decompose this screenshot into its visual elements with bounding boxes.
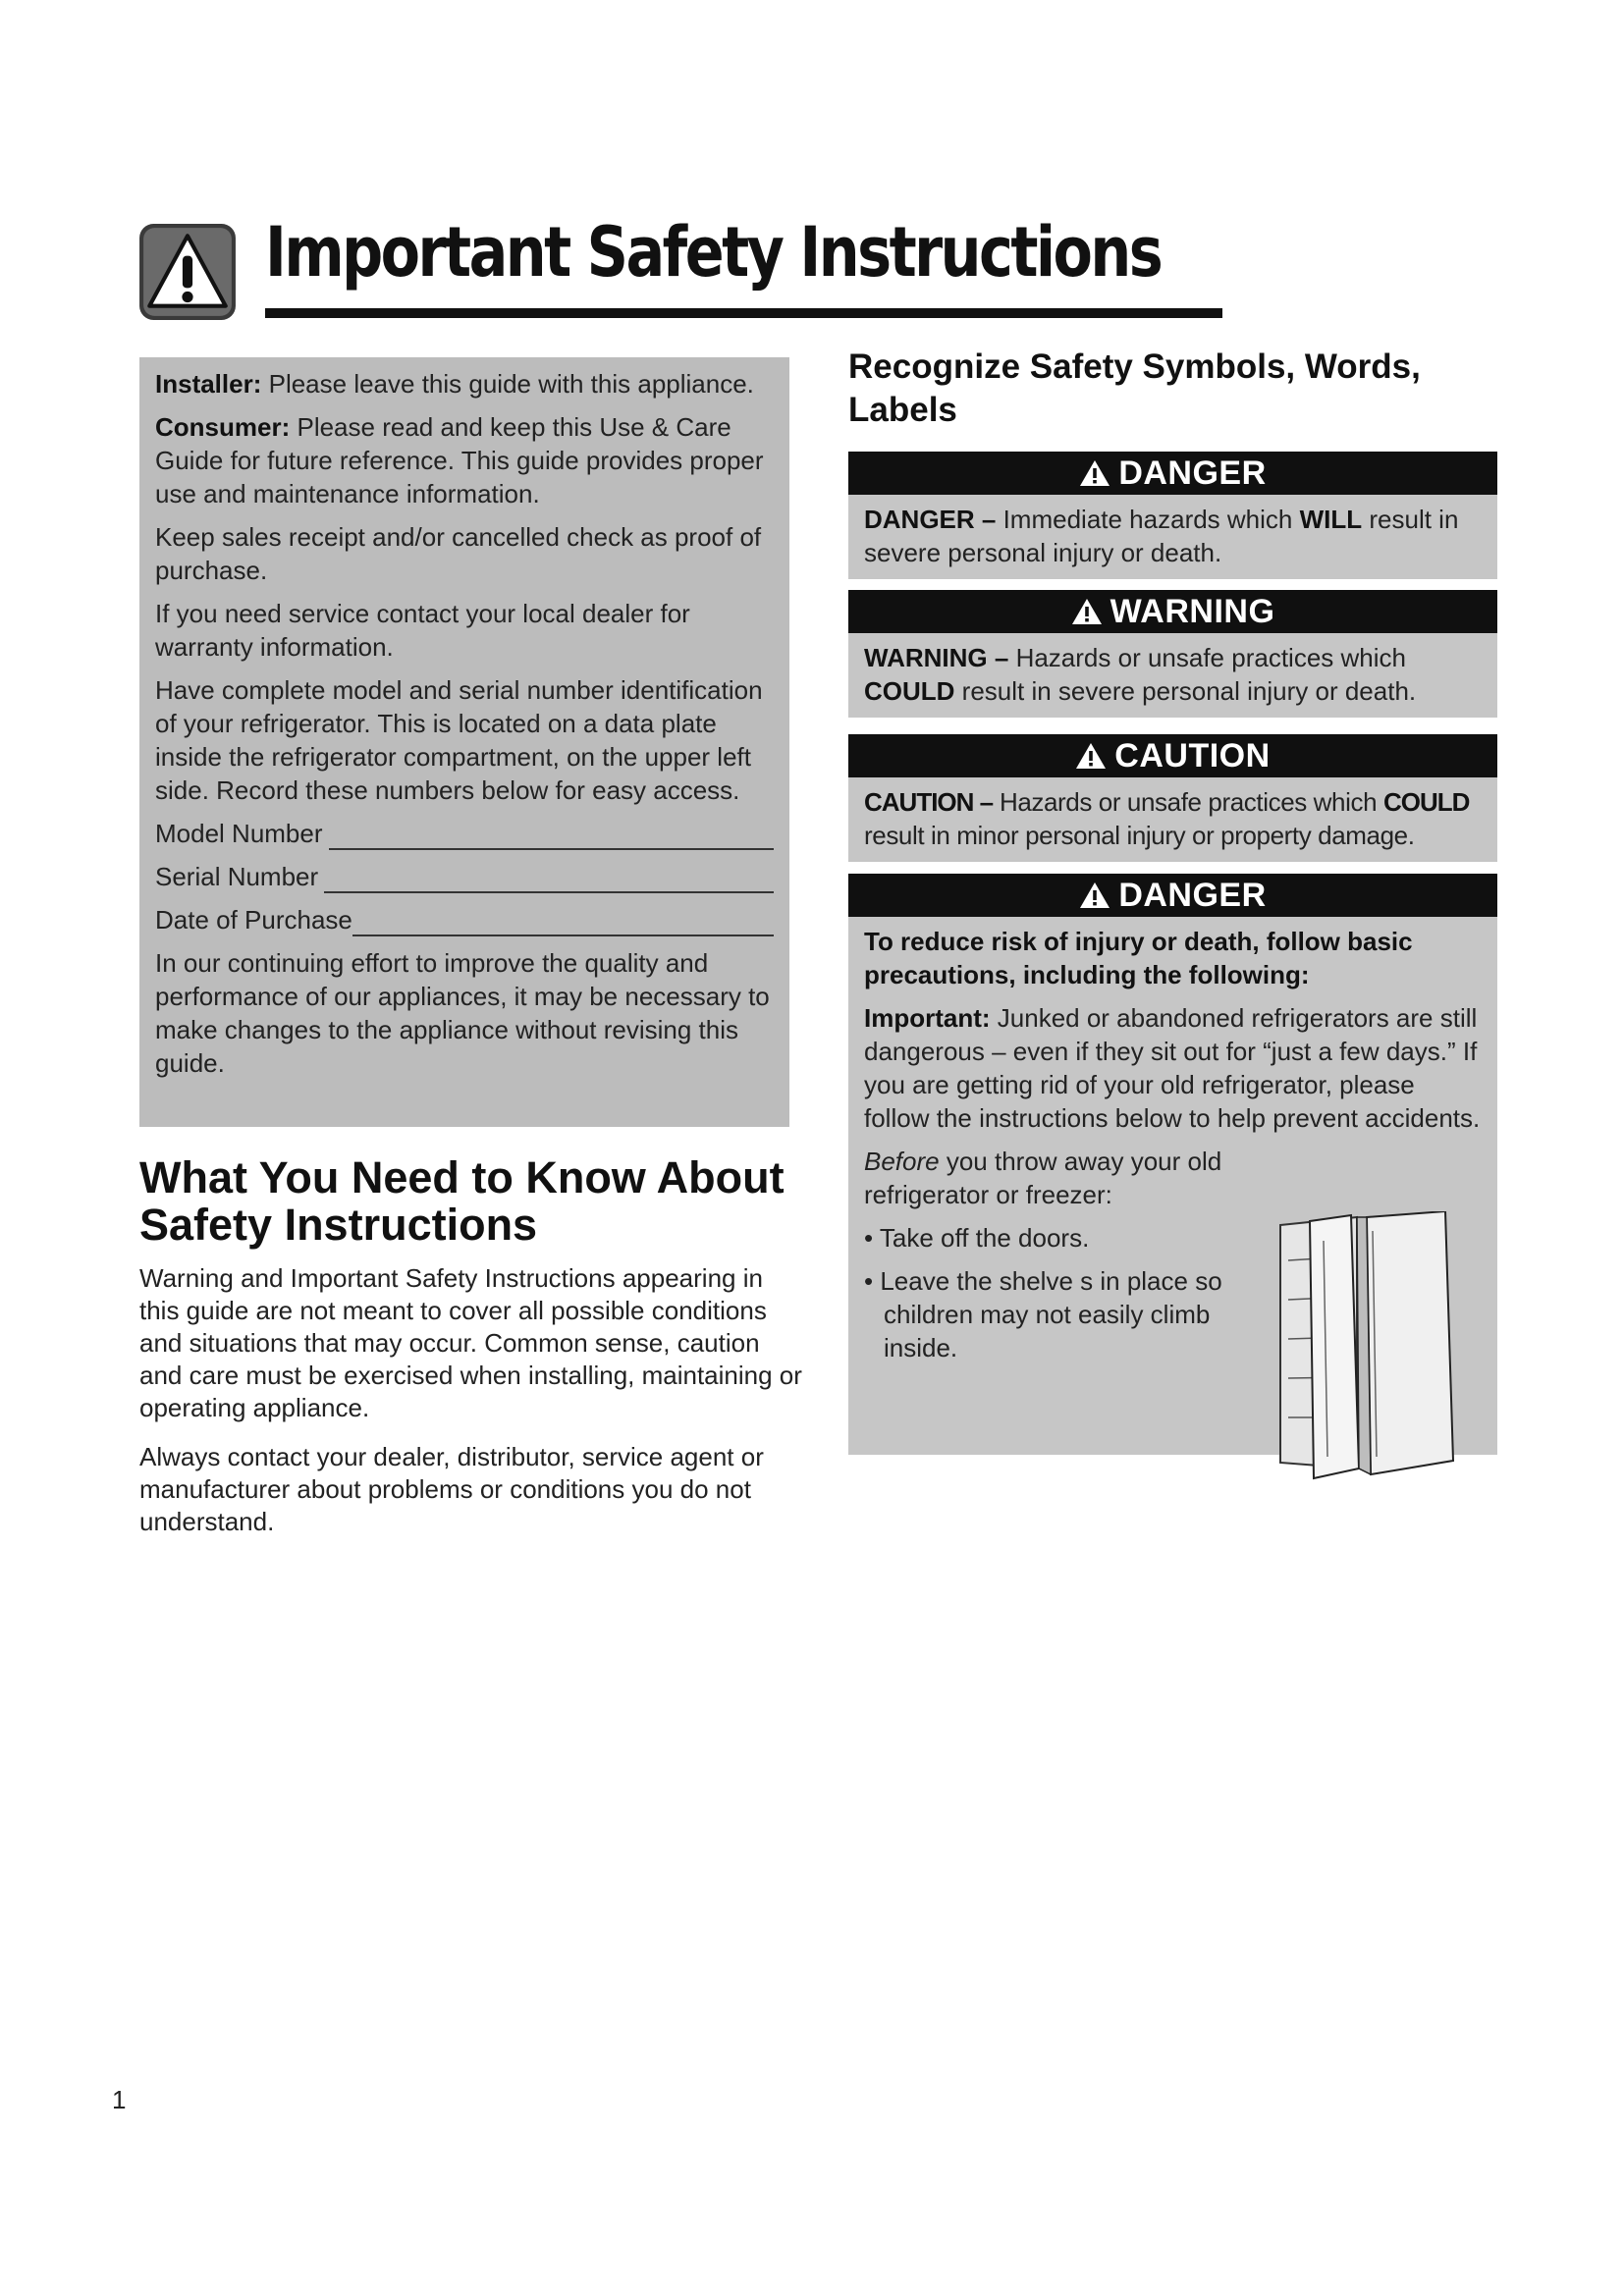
continuing-effort-note: In our continuing effort to improve the quality and performance of our appliances, it may be necessary to make changes to the appliance without revising this guide. xyxy=(155,948,770,1078)
danger-precautions-box xyxy=(848,874,1497,1455)
installer-consumer-info-box xyxy=(139,357,789,1127)
warning-description: WARNING – Hazards or unsafe practices which COULD result in severe personal injury or death. xyxy=(864,643,1417,706)
serial-number-field[interactable]: Serial Number xyxy=(155,860,774,893)
danger-precautions-body xyxy=(848,917,1497,1384)
warning-triangle-icon xyxy=(1079,459,1110,487)
warning-bar: WARNING xyxy=(848,590,1497,633)
page-number: 1 xyxy=(112,2085,127,2114)
warning-triangle-icon xyxy=(137,222,238,322)
bullet-take-off-doors: • Take off the doors. xyxy=(864,1223,1090,1253)
warning-label-box xyxy=(848,590,1497,718)
caution-label-box xyxy=(848,734,1497,862)
warning-triangle-icon xyxy=(1079,881,1110,909)
what-you-need-heading: What You Need to Know About Safety Instructions xyxy=(139,1152,785,1250)
important-note: Important: Junked or abandoned refrigerators are still dangerous – even if they sit out for “just a few days.” If you are getting rid of your old refrigerator, please follow the instructions below to help prevent accidents. xyxy=(864,1003,1481,1133)
precautions-intro: To reduce risk of injury or death, follow basic precautions, including the following: xyxy=(864,927,1413,989)
what-para-2: Always contact your dealer, distributor, service agent or manufacturer about problems or conditions you do not understand. xyxy=(139,1442,764,1536)
what-para-1: Warning and Important Safety Instructions appearing in this guide are not meant to cover all possible conditions and situations that may occur. Common sense, caution and care must be exercised when installing, maintaining or operating appliance. xyxy=(139,1263,802,1422)
page-title: Important Safety Instructions xyxy=(265,212,1162,293)
refrigerator-illustration xyxy=(1271,1211,1467,1486)
what-you-need-body xyxy=(139,1262,802,1555)
consumer-note: Consumer: Please read and keep this Use & Care Guide for future reference. This guide provides proper use and maintenance information. xyxy=(155,412,764,508)
caution-description: CAUTION – Hazards or unsafe practices which COULD result in minor personal injury or property damage. xyxy=(864,787,1470,850)
danger-bar: DANGER xyxy=(848,874,1497,917)
danger-bar: DANGER xyxy=(848,452,1497,495)
warning-triangle-icon xyxy=(1075,742,1107,770)
model-number-field[interactable]: Model Number xyxy=(155,817,774,850)
caution-bar: CAUTION xyxy=(848,734,1497,777)
title-underline xyxy=(265,308,1222,318)
danger-description: DANGER – Immediate hazards which WILL result in severe personal injury or death. xyxy=(864,505,1459,567)
recognize-symbols-heading: Recognize Safety Symbols, Words, Labels xyxy=(848,347,1421,429)
receipt-note: Keep sales receipt and/or cancelled check as proof of purchase. xyxy=(155,522,762,585)
bullet-leave-shelves: • Leave the shelve s in place so children may not easily climb inside. xyxy=(864,1266,1222,1362)
warning-triangle-icon xyxy=(1071,598,1103,625)
danger-label-box xyxy=(848,452,1497,579)
installer-note: Installer: Please leave this guide with this appliance. xyxy=(155,369,754,399)
model-serial-note: Have complete model and serial number identification of your refrigerator. This is located on a data plate inside the refrigerator compartment, on the upper left side. Record these numbers below for easy access. xyxy=(155,675,763,805)
page-header xyxy=(137,212,1162,320)
before-note: Before you throw away your old refrigerator or freezer: xyxy=(864,1147,1222,1209)
service-note: If you need service contact your local dealer for warranty information. xyxy=(155,599,690,662)
date-of-purchase-field[interactable]: Date of Purchase xyxy=(155,903,774,936)
